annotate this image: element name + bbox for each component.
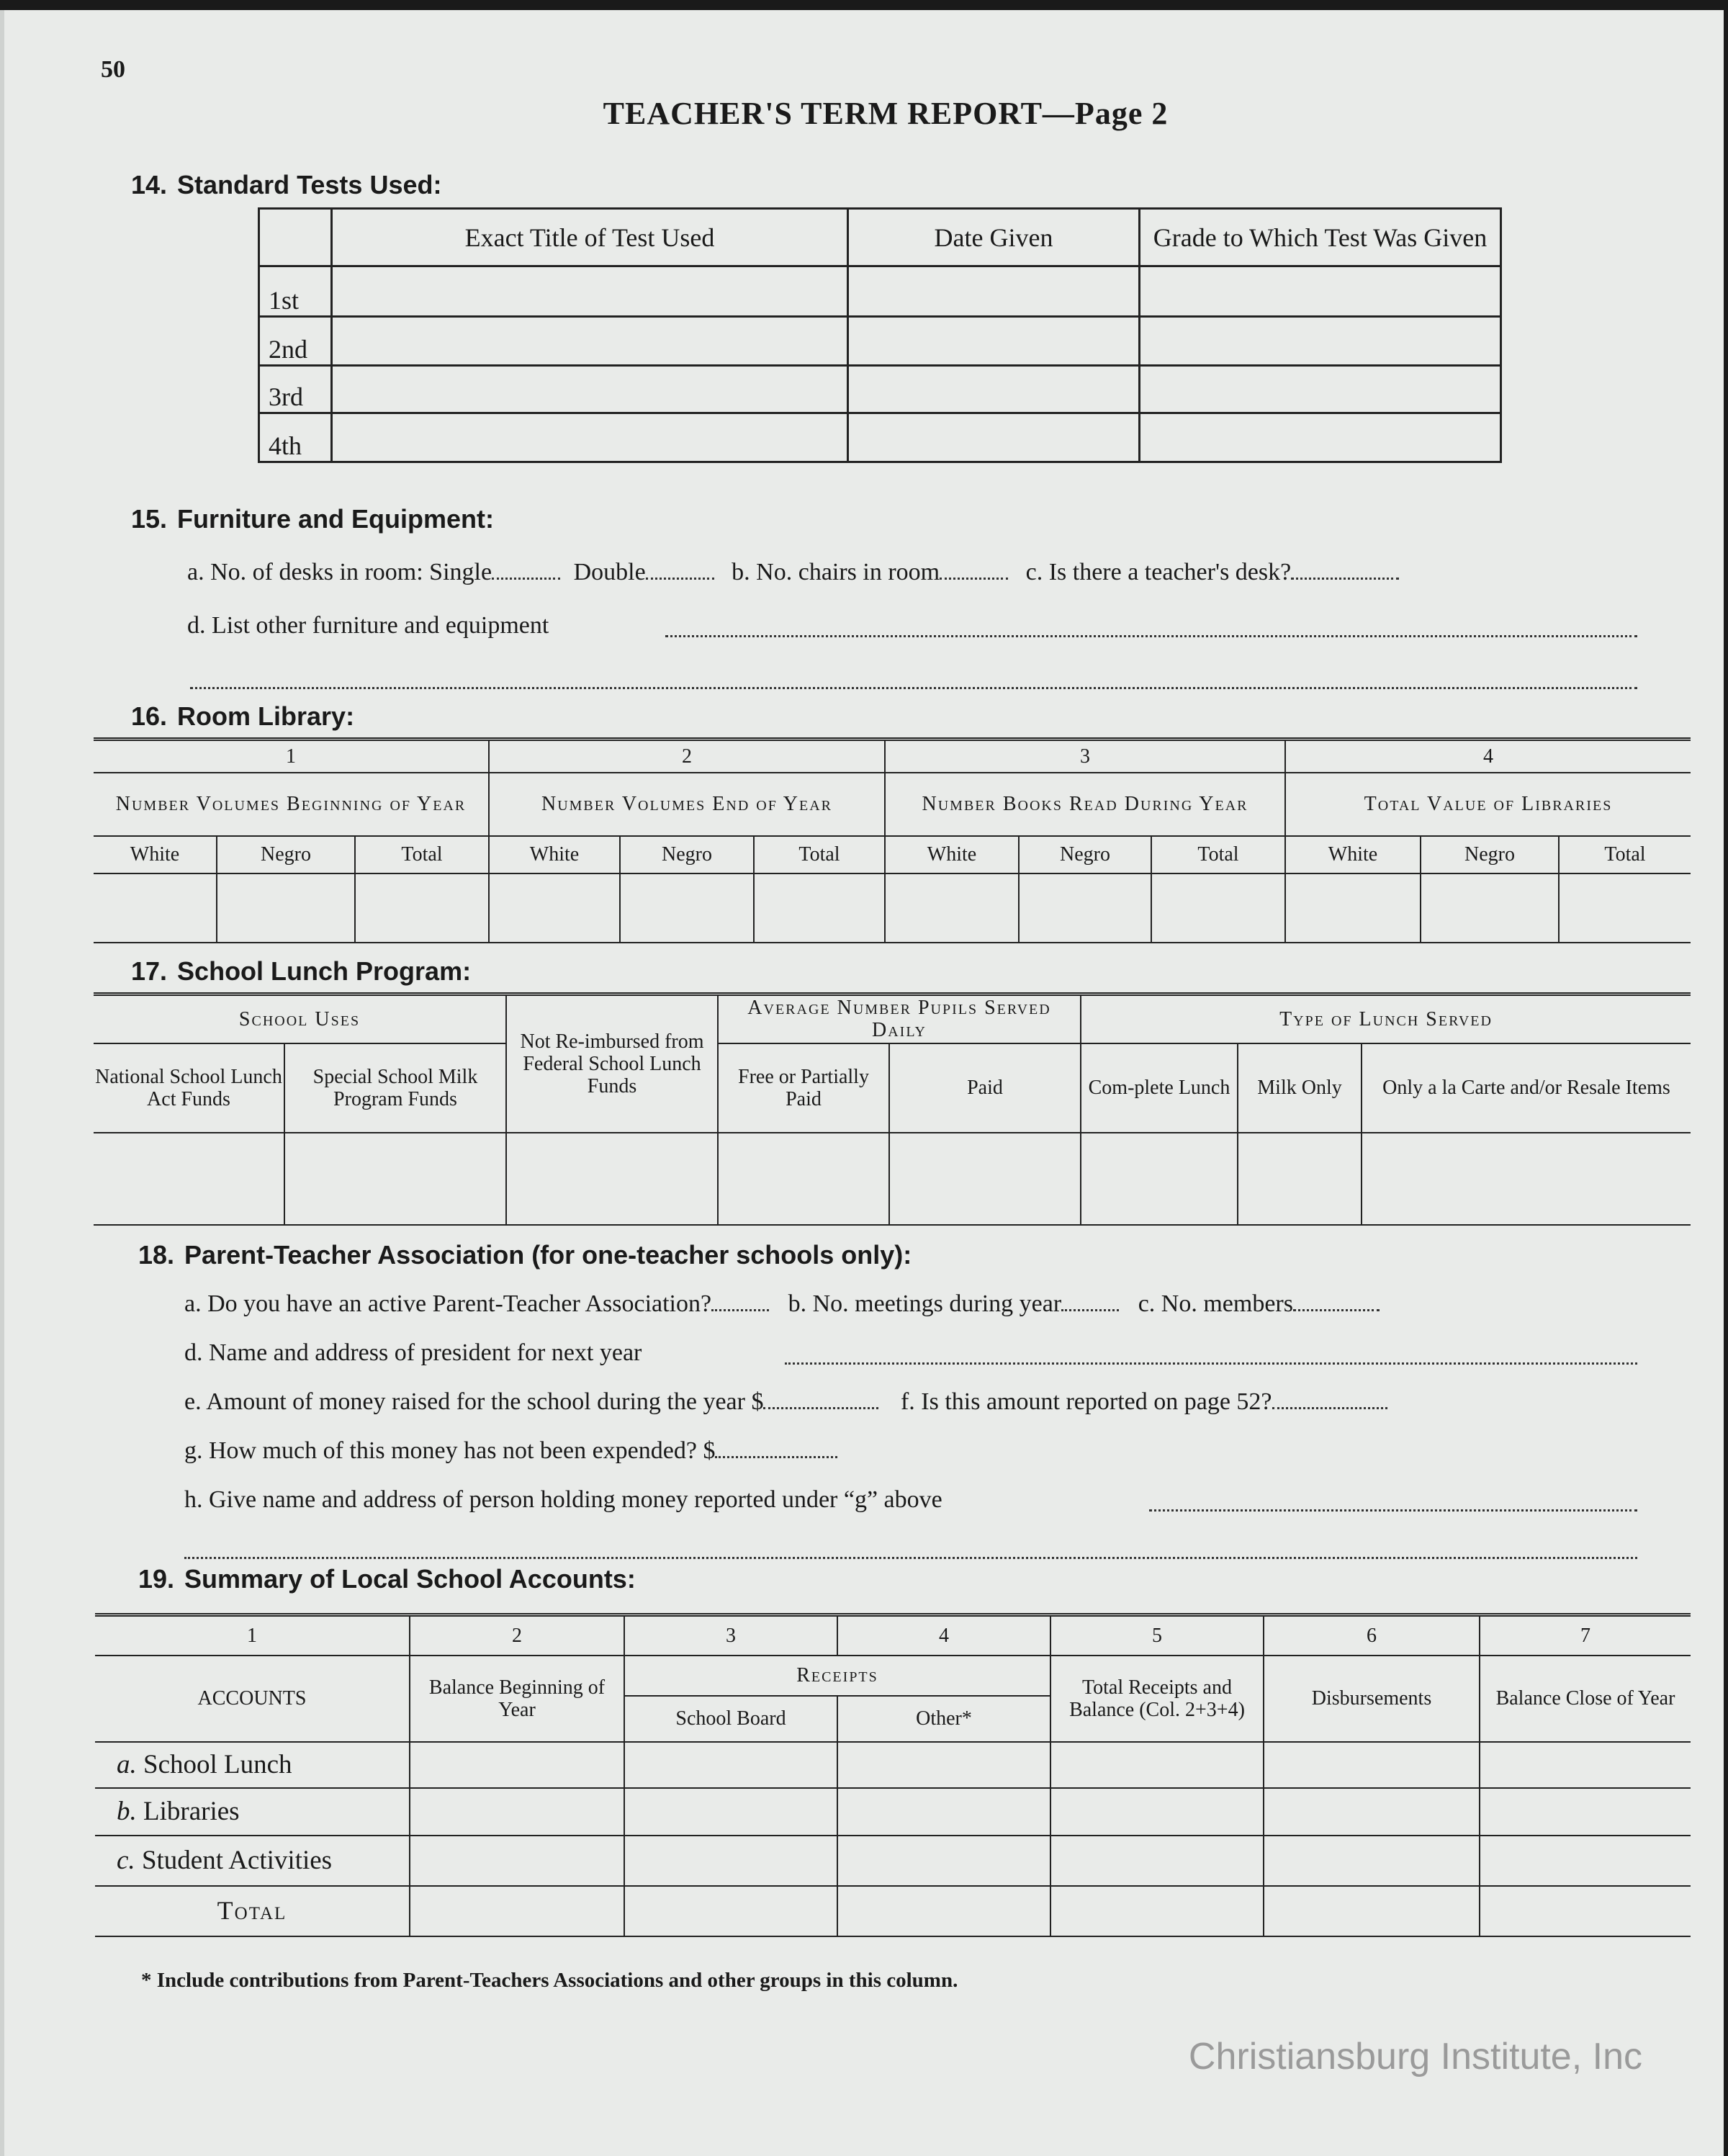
account-label: c. Student Activities (95, 1836, 410, 1886)
col-number: 3 (624, 1615, 837, 1656)
money-holder-field-2[interactable] (184, 1557, 1637, 1559)
entry-cell[interactable] (837, 1836, 1050, 1886)
entry-cell[interactable] (1362, 1133, 1691, 1225)
date-field[interactable] (848, 266, 1140, 317)
section-14-heading: 14. Standard Tests Used: (131, 170, 442, 199)
header-free-partial: Free or Partially Paid (718, 1043, 889, 1133)
header-school-board: School Board (624, 1696, 837, 1742)
entry-cell[interactable] (1050, 1836, 1264, 1886)
pta-line-g: g. How much of this money has not been expended? $ (184, 1437, 837, 1465)
entry-cell[interactable] (1050, 1886, 1264, 1936)
entry-cell[interactable] (489, 873, 620, 943)
teacher-desk-field[interactable] (1291, 577, 1399, 580)
header-special-milk: Special School Milk Program Funds (284, 1043, 506, 1133)
table-row (94, 1133, 1691, 1225)
entry-cell[interactable] (1050, 1742, 1264, 1788)
header-exact-title: Exact Title of Test Used (332, 209, 848, 266)
sub-header: Negro (1019, 836, 1151, 873)
single-desks-field[interactable] (492, 577, 560, 580)
entry-cell[interactable] (1264, 1836, 1480, 1886)
header-balance-close: Balance Close of Year (1480, 1656, 1691, 1742)
col-number: 4 (837, 1615, 1050, 1656)
table-row (259, 413, 1501, 462)
entry-cell[interactable] (1050, 1788, 1264, 1836)
section-15-heading: 15. Furniture and Equipment: (131, 504, 495, 534)
entry-cell[interactable] (1480, 1886, 1691, 1936)
form-page (4, 10, 1724, 2156)
header-grade: Grade to Which Test Was Given (1140, 209, 1501, 266)
col-number: 5 (1050, 1615, 1264, 1656)
entry-cell[interactable] (410, 1836, 624, 1886)
pta-line-abc: a. Do you have an active Parent-Teacher Association? b. No. meetings during year c. No. members (184, 1290, 1380, 1318)
footnote: * Include contributions from Parent-Teachers Associations and other groups in this column. (141, 1969, 958, 1992)
entry-cell[interactable] (885, 873, 1019, 943)
header-complete-lunch: Com-plete Lunch (1081, 1043, 1238, 1133)
sub-header: Total (754, 836, 885, 873)
entry-cell[interactable] (355, 873, 489, 943)
entry-cell[interactable] (837, 1742, 1050, 1788)
reported-field[interactable] (1272, 1406, 1387, 1409)
entry-cell[interactable] (718, 1133, 889, 1225)
col-number: 7 (1480, 1615, 1691, 1656)
entry-cell[interactable] (754, 873, 885, 943)
entry-cell[interactable] (94, 1133, 284, 1225)
header-receipts: Receipts (624, 1656, 1050, 1696)
test-title-field[interactable] (332, 366, 848, 413)
entry-cell[interactable] (624, 1788, 837, 1836)
table-row (259, 266, 1501, 317)
header-milk-only: Milk Only (1238, 1043, 1362, 1133)
header-other: Other* (837, 1696, 1050, 1742)
page-number: 50 (101, 56, 125, 83)
watermark: Christiansburg Institute, Inc (1188, 2036, 1642, 2078)
test-title-field[interactable] (332, 317, 848, 366)
sub-header: Negro (1421, 836, 1559, 873)
entry-cell[interactable] (1480, 1788, 1691, 1836)
entry-cell[interactable] (837, 1788, 1050, 1836)
other-furniture-field[interactable] (665, 635, 1637, 637)
table-row (94, 873, 1691, 943)
header-type-of-lunch: Type of Lunch Served (1081, 994, 1691, 1043)
pta-line-d: d. Name and address of president for next year (184, 1339, 642, 1366)
entry-cell[interactable] (410, 1742, 624, 1788)
table-row (259, 366, 1501, 413)
grade-field[interactable] (1140, 266, 1501, 317)
entry-cell[interactable] (1480, 1836, 1691, 1886)
col-number: 6 (1264, 1615, 1480, 1656)
group-volumes-end: Number Volumes End of Year (489, 773, 885, 836)
grade-field[interactable] (1140, 317, 1501, 366)
entry-cell[interactable] (1238, 1133, 1362, 1225)
entry-cell[interactable] (837, 1886, 1050, 1936)
table-row (95, 1788, 1691, 1836)
row-label: 1st (259, 266, 332, 317)
unexpended-field[interactable] (715, 1455, 837, 1458)
entry-cell[interactable] (506, 1133, 718, 1225)
header-total-receipts: Total Receipts and Balance (Col. 2+3+4) (1050, 1656, 1264, 1742)
sub-header: Negro (217, 836, 355, 873)
section-16-heading: 16. Room Library: (131, 701, 355, 731)
table-row-total (95, 1886, 1691, 1936)
sub-header: Negro (620, 836, 754, 873)
test-title-field[interactable] (332, 413, 848, 462)
section-17-heading: 17. School Lunch Program: (131, 956, 472, 986)
grade-field[interactable] (1140, 366, 1501, 413)
table-row (95, 1836, 1691, 1886)
entry-cell[interactable] (620, 873, 754, 943)
entry-cell[interactable] (410, 1886, 624, 1936)
table-row (259, 317, 1501, 366)
entry-cell[interactable] (1421, 873, 1559, 943)
standard-tests-table (258, 207, 1502, 463)
header-accounts: ACCOUNTS (95, 1656, 410, 1742)
active-pta-field[interactable] (711, 1308, 769, 1311)
entry-cell[interactable] (1151, 873, 1285, 943)
header-school-uses: School Uses (94, 994, 506, 1043)
furniture-line-d: d. List other furniture and equipment (187, 612, 549, 639)
sub-header: Total (1559, 836, 1691, 873)
header-a-la-carte: Only a la Carte and/or Resale Items (1362, 1043, 1691, 1133)
chairs-field[interactable] (940, 577, 1008, 580)
local-accounts-table (95, 1613, 1691, 1937)
date-field[interactable] (848, 413, 1140, 462)
row-label: 3rd (259, 366, 332, 413)
header-balance-beginning: Balance Beginning of Year (410, 1656, 624, 1742)
entry-cell[interactable] (1264, 1742, 1480, 1788)
col-number: 2 (410, 1615, 624, 1656)
entry-cell[interactable] (624, 1742, 837, 1788)
header-date-given: Date Given (848, 209, 1140, 266)
entry-cell[interactable] (217, 873, 355, 943)
entry-cell[interactable] (624, 1836, 837, 1886)
entry-cell[interactable] (624, 1886, 837, 1936)
money-holder-field[interactable] (1149, 1509, 1637, 1512)
row-label: 2nd (259, 317, 332, 366)
entry-cell[interactable] (1264, 1788, 1480, 1836)
pta-line-ef: e. Amount of money raised for the school during the year $ f. Is this amount reported on page 52? (184, 1388, 1387, 1416)
section-18-heading: 18. Parent-Teacher Association (for one-teacher schools only): (138, 1240, 912, 1270)
col-number: 1 (94, 740, 489, 773)
account-label: b. Libraries (95, 1788, 410, 1836)
entry-cell[interactable] (889, 1133, 1081, 1225)
entry-cell[interactable] (1081, 1133, 1238, 1225)
total-label: Total (95, 1886, 410, 1936)
account-label: a. School Lunch (95, 1742, 410, 1788)
table-row (95, 1742, 1691, 1788)
money-raised-field[interactable] (763, 1406, 878, 1409)
col-number: 3 (885, 740, 1285, 773)
members-field[interactable] (1293, 1308, 1380, 1311)
sub-header: Total (1151, 836, 1285, 873)
school-lunch-table (94, 992, 1691, 1226)
grade-field[interactable] (1140, 413, 1501, 462)
sub-header: White (885, 836, 1019, 873)
president-field[interactable] (785, 1362, 1637, 1365)
sub-header: White (489, 836, 620, 873)
entry-cell[interactable] (1559, 873, 1691, 943)
pta-line-h: h. Give name and address of person holding money reported under “g” above (184, 1486, 942, 1513)
col-number: 2 (489, 740, 885, 773)
group-books-read: Number Books Read During Year (885, 773, 1285, 836)
header-paid: Paid (889, 1043, 1081, 1133)
header-national-funds: National School Lunch Act Funds (94, 1043, 284, 1133)
header-average-pupils: Average Number Pupils Served Daily (718, 994, 1081, 1043)
meetings-field[interactable] (1061, 1308, 1119, 1311)
date-field[interactable] (848, 317, 1140, 366)
col-number: 4 (1285, 740, 1691, 773)
entry-cell[interactable] (284, 1133, 506, 1225)
sub-header: White (94, 836, 217, 873)
entry-cell[interactable] (1285, 873, 1421, 943)
row-label: 4th (259, 413, 332, 462)
group-volumes-begin: Number Volumes Beginning of Year (94, 773, 489, 836)
furniture-line-abc: a. No. of desks in room: Single Double b. No. chairs in room c. Is there a teacher's desk? (187, 559, 1399, 586)
header-disbursements: Disbursements (1264, 1656, 1480, 1742)
test-title-field[interactable] (332, 266, 848, 317)
entry-cell[interactable] (94, 873, 217, 943)
entry-cell[interactable] (1264, 1886, 1480, 1936)
double-desks-field[interactable] (646, 577, 714, 580)
col-number: 1 (95, 1615, 410, 1656)
sub-header: White (1285, 836, 1421, 873)
date-field[interactable] (848, 366, 1140, 413)
sub-header: Total (355, 836, 489, 873)
header-not-reimbursed: Not Re-imbursed from Federal School Lunch Funds (506, 994, 718, 1133)
room-library-table (94, 737, 1691, 943)
section-19-heading: 19. Summary of Local School Accounts: (138, 1564, 636, 1594)
entry-cell[interactable] (1019, 873, 1151, 943)
group-total-value: Total Value of Libraries (1285, 773, 1691, 836)
other-furniture-field-2[interactable] (190, 687, 1637, 689)
page-title: TEACHER'S TERM REPORT—Page 2 (603, 96, 1169, 131)
entry-cell[interactable] (1480, 1742, 1691, 1788)
entry-cell[interactable] (410, 1788, 624, 1836)
